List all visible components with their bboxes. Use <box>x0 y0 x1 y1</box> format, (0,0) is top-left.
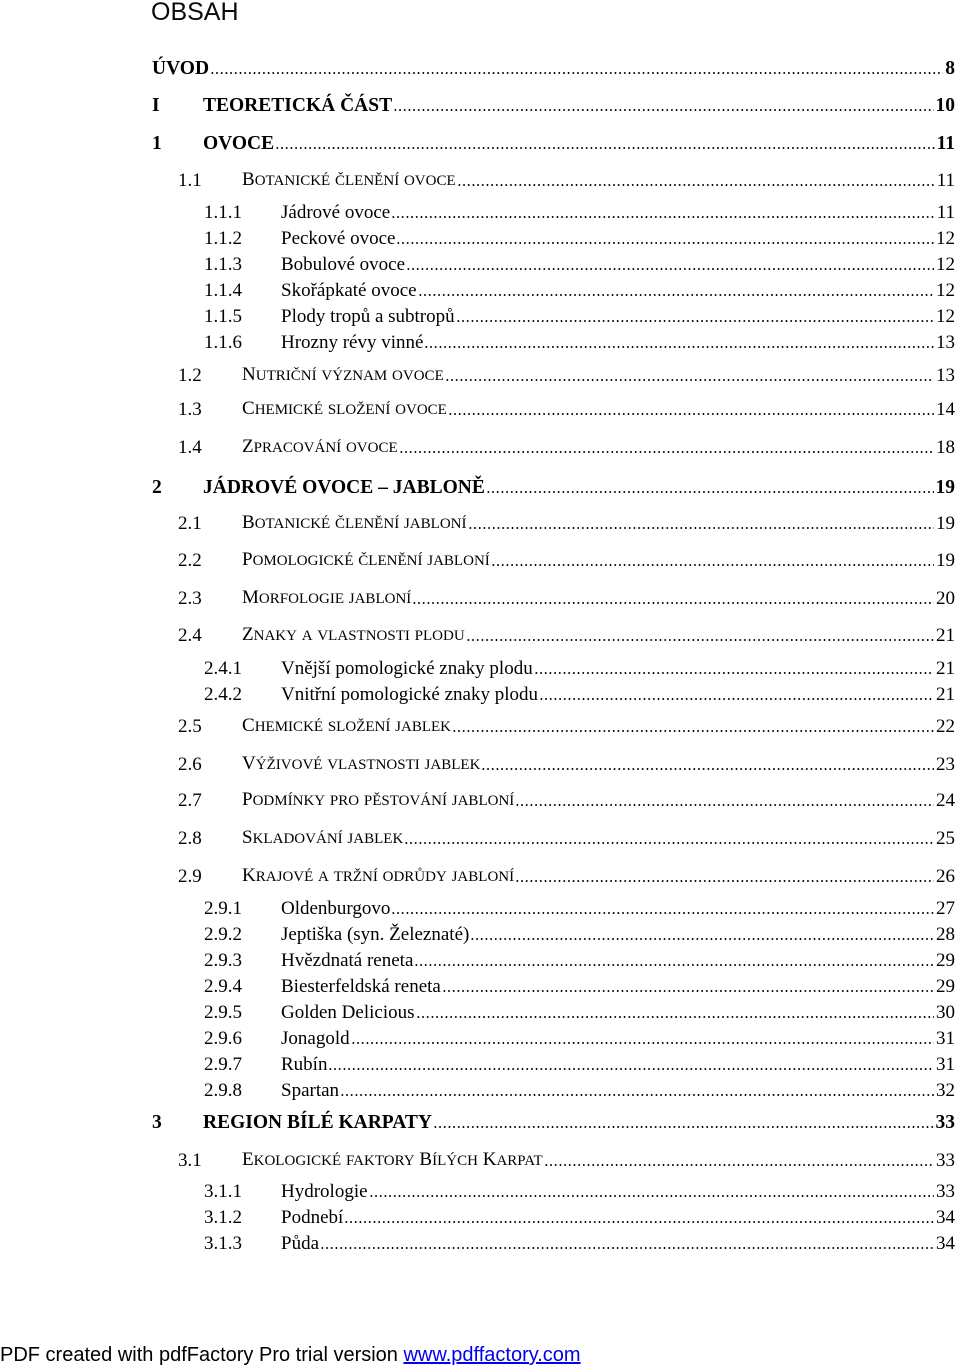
toc-entry-number: 2.9.5 <box>204 1002 242 1023</box>
toc-dot-leader <box>539 697 934 701</box>
toc-entry-page: 21 <box>936 625 955 646</box>
toc-entry[interactable] <box>204 276 956 302</box>
toc-dot-leader <box>412 601 934 605</box>
toc-entry[interactable] <box>204 1050 956 1076</box>
toc-entry-title: Jádrové ovoce <box>281 202 391 223</box>
toc-entry[interactable] <box>204 920 956 946</box>
toc-entry-page: 12 <box>936 280 955 301</box>
toc-entry[interactable] <box>204 328 956 354</box>
toc-entry-page: 32 <box>936 1080 955 1101</box>
toc-dot-leader <box>391 911 934 915</box>
toc-entry-title: Vnitřní pomologické znaky plodu <box>281 684 538 705</box>
toc-entry-number: 3.1.1 <box>204 1181 242 1202</box>
toc-entry-number: 1.1.1 <box>204 202 242 223</box>
toc-dot-leader <box>406 267 934 271</box>
toc-entry-page: 31 <box>936 1054 955 1075</box>
toc-entry-number: 3.1 <box>178 1150 202 1171</box>
toc-entry-title: Rubín <box>281 1054 328 1075</box>
toc-entry-number: 1.4 <box>178 437 202 458</box>
toc-entry-title: Peckové ovoce <box>281 228 396 249</box>
toc-dot-leader <box>491 563 934 567</box>
toc-entry-page: 19 <box>936 550 955 571</box>
toc-entry[interactable] <box>178 786 956 812</box>
toc-entry-number: 2.8 <box>178 828 202 849</box>
toc-dot-leader <box>393 108 933 112</box>
toc-entry[interactable] <box>204 894 956 920</box>
toc-entry-page: 8 <box>945 58 955 79</box>
toc-entry-title: REGION BÍLÉ KARPATY <box>203 1112 432 1133</box>
toc-entry-title: OVOCE <box>203 133 275 154</box>
toc-entry-title: POMOLOGICKÉ ČLENĚNÍ JABLONÍ <box>242 549 490 570</box>
toc-entry-page: 18 <box>936 437 955 458</box>
toc-entry-page: 29 <box>936 976 955 997</box>
toc-entry-page: 21 <box>936 658 955 679</box>
toc-entry-page: 19 <box>936 513 955 534</box>
toc-entry[interactable] <box>178 395 956 421</box>
toc-entry-number: 2.9.3 <box>204 950 242 971</box>
toc-dot-leader <box>448 412 934 416</box>
toc-dot-leader <box>351 1041 934 1045</box>
toc-dot-leader <box>404 841 934 845</box>
toc-entry[interactable] <box>152 473 956 499</box>
toc-entry-page: 23 <box>936 754 955 775</box>
toc-entry[interactable] <box>204 302 956 328</box>
toc-dot-leader <box>396 241 934 245</box>
toc-entry[interactable] <box>178 712 956 738</box>
toc-entry-number: 2.6 <box>178 754 202 775</box>
toc-dot-leader <box>275 146 934 150</box>
toc-entry-title: JÁDROVÉ OVOCE – JABLONĚ <box>203 477 485 498</box>
toc-dot-leader <box>534 671 934 675</box>
toc-entry-page: 33 <box>936 1181 955 1202</box>
toc-dot-leader <box>481 767 934 771</box>
toc-entry[interactable] <box>178 584 956 610</box>
toc-entry-page: 33 <box>936 1150 955 1171</box>
toc-entry-title: Skořápkaté ovoce <box>281 280 417 301</box>
toc-entry-page: 26 <box>936 866 955 887</box>
toc-entry-number: 2.4.1 <box>204 658 242 679</box>
toc-dot-leader <box>424 345 934 349</box>
toc-entry-title: Jeptiška (syn. Železnaté) <box>281 924 470 945</box>
toc-entry-number: 1.2 <box>178 365 202 386</box>
toc-entry-page: 13 <box>936 365 955 386</box>
toc-entry-page: 10 <box>935 95 955 116</box>
toc-dot-leader <box>515 803 934 807</box>
toc-entry[interactable] <box>152 1108 956 1134</box>
toc-entry-page: 34 <box>936 1207 955 1228</box>
toc-entry-number: 1.1.5 <box>204 306 242 327</box>
toc-entry-number: 2.9.1 <box>204 898 242 919</box>
toc-entry-number: 2.2 <box>178 550 202 571</box>
toc-dot-leader <box>457 183 935 187</box>
toc-dot-leader <box>468 526 935 530</box>
toc-entry[interactable] <box>178 862 956 888</box>
toc-entry-number: 2 <box>152 477 162 498</box>
toc-entry-number: 2.9.4 <box>204 976 242 997</box>
toc-dot-leader <box>433 1125 934 1129</box>
toc-entry-title: Bobulové ovoce <box>281 254 406 275</box>
page-title: OBSAH <box>151 0 239 26</box>
toc-entry[interactable] <box>178 1146 956 1172</box>
toc-entry-page: 14 <box>936 399 955 420</box>
toc-entry-number: 1.3 <box>178 399 202 420</box>
toc-dot-leader <box>515 879 934 883</box>
toc-entry-page: 11 <box>936 202 955 223</box>
toc-entry[interactable] <box>178 433 956 459</box>
toc-dot-leader <box>369 1194 934 1198</box>
toc-entry[interactable] <box>152 54 956 80</box>
toc-dot-leader <box>344 1220 934 1224</box>
toc-entry[interactable] <box>204 654 956 680</box>
toc-entry[interactable] <box>178 621 956 647</box>
toc-dot-leader <box>456 319 934 323</box>
toc-entry-title: CHEMICKÉ SLOŽENÍ JABLEK <box>242 715 452 736</box>
toc-entry-page: 28 <box>936 924 955 945</box>
toc-dot-leader <box>418 293 934 297</box>
toc-entry-number: 2.4 <box>178 625 202 646</box>
toc-entry-page: 29 <box>936 950 955 971</box>
toc-entry-number: 3.1.3 <box>204 1233 242 1254</box>
toc-entry-number: 1.1.3 <box>204 254 242 275</box>
toc-entry-page: 22 <box>936 716 955 737</box>
toc-entry[interactable] <box>178 750 956 776</box>
toc-dot-leader <box>466 638 934 642</box>
toc-entry-title: TEORETICKÁ ČÁST <box>203 95 393 116</box>
toc-dot-leader <box>544 1163 934 1167</box>
toc-dot-leader <box>414 963 934 967</box>
toc-entry-number: 2.9.6 <box>204 1028 242 1049</box>
toc-entry-page: 27 <box>936 898 955 919</box>
toc-dot-leader <box>486 490 934 494</box>
toc-entry[interactable] <box>178 361 956 387</box>
toc-entry-number: 1.1 <box>178 170 202 191</box>
toc-entry[interactable] <box>204 1229 956 1255</box>
toc-entry-page: 33 <box>935 1112 955 1133</box>
toc-dot-leader <box>416 1015 934 1019</box>
toc-entry-page: 30 <box>936 1002 955 1023</box>
toc-entry-number: 2.9.8 <box>204 1080 242 1101</box>
toc-entry-number: 1.1.2 <box>204 228 242 249</box>
toc-entry-number: 1.1.4 <box>204 280 242 301</box>
toc-entry-number: I <box>152 95 160 116</box>
toc-entry-title: Půda <box>281 1233 319 1254</box>
toc-dot-leader <box>340 1093 934 1097</box>
toc-entry-number: 1.1.6 <box>204 332 242 353</box>
toc-entry-title: BOTANICKÉ ČLENĚNÍ OVOCE <box>242 169 456 190</box>
toc-entry-title: Spartan <box>281 1080 340 1101</box>
toc-dot-leader <box>320 1246 934 1250</box>
toc-entry[interactable] <box>204 250 956 276</box>
toc-entry[interactable] <box>178 509 956 535</box>
toc-entry-title: NUTRIČNÍ VÝZNAM OVOCE <box>242 364 444 385</box>
toc-entry-title: ZNAKY A VLASTNOSTI PLODU <box>242 624 465 645</box>
toc-entry[interactable] <box>152 129 956 155</box>
toc-entry-title: Jonagold <box>281 1028 350 1049</box>
toc-dot-leader <box>470 937 934 941</box>
toc-entry-number: 2.9.2 <box>204 924 242 945</box>
toc-entry-title: BOTANICKÉ ČLENĚNÍ JABLONÍ <box>242 512 467 533</box>
toc-entry-title: MORFOLOGIE JABLONÍ <box>242 587 412 608</box>
toc-dot-leader <box>210 71 943 75</box>
toc-entry[interactable] <box>178 824 956 850</box>
toc-entry-title: ÚVOD <box>152 58 210 79</box>
toc-entry[interactable] <box>204 998 956 1024</box>
toc-entry-number: 2.7 <box>178 790 202 811</box>
toc-entry-page: 11 <box>936 133 955 154</box>
toc-entry-page: 12 <box>936 228 955 249</box>
toc-dot-leader <box>445 378 934 382</box>
toc-entry-title: EKOLOGICKÉ FAKTORY BÍLÝCH KARPAT <box>242 1149 543 1170</box>
toc-entry-number: 2.4.2 <box>204 684 242 705</box>
toc-dot-leader <box>442 989 934 993</box>
toc-entry-title: Biesterfeldská reneta <box>281 976 441 997</box>
toc-entry-title: VÝŽIVOVÉ VLASTNOSTI JABLEK <box>242 753 481 774</box>
toc-entry-title: Podnebí <box>281 1207 344 1228</box>
toc-entry-title: PODMÍNKY PRO PĚSTOVÁNÍ JABLONÍ <box>242 789 515 810</box>
toc-dot-leader <box>452 729 934 733</box>
toc-entry-title: CHEMICKÉ SLOŽENÍ OVOCE <box>242 398 447 419</box>
toc-entry-number: 2.3 <box>178 588 202 609</box>
toc-entry[interactable] <box>204 946 956 972</box>
toc-entry-number: 3.1.2 <box>204 1207 242 1228</box>
toc-entry[interactable] <box>204 972 956 998</box>
toc-entry[interactable] <box>178 546 956 572</box>
toc-dot-leader <box>391 215 934 219</box>
footer-text: PDF created with pdfFactory Pro trial version <box>0 1344 404 1366</box>
pdf-footer <box>0 1343 581 1367</box>
toc-entry-title: Hrozny révy vinné <box>281 332 424 353</box>
toc-entry-number: 2.9 <box>178 866 202 887</box>
toc-entry-number: 2.5 <box>178 716 202 737</box>
toc-entry-page: 13 <box>936 332 955 353</box>
toc-entry-page: 12 <box>936 254 955 275</box>
toc-entry-title: Hydrologie <box>281 1181 368 1202</box>
toc-entry-page: 21 <box>936 684 955 705</box>
toc-entry-title: Golden Delicious <box>281 1002 415 1023</box>
toc-entry[interactable] <box>204 198 956 224</box>
toc-entry[interactable] <box>204 1024 956 1050</box>
toc-entry-number: 3 <box>152 1112 162 1133</box>
toc-entry-title: SKLADOVÁNÍ JABLEK <box>242 827 404 848</box>
toc-entry-page: 20 <box>936 588 955 609</box>
toc-entry-number: 1 <box>152 133 162 154</box>
toc-entry[interactable] <box>178 166 956 192</box>
toc-entry-page: 34 <box>936 1233 955 1254</box>
toc-entry-number: 2.1 <box>178 513 202 534</box>
toc-entry[interactable] <box>204 1076 956 1102</box>
toc-entry[interactable] <box>204 1177 956 1203</box>
toc-entry[interactable] <box>204 224 956 250</box>
toc-entry-title: Plody tropů a subtropů <box>281 306 455 327</box>
toc-entry-page: 12 <box>936 306 955 327</box>
toc-entry-page: 19 <box>935 477 955 498</box>
footer-link[interactable]: www.pdffactory.com <box>403 1344 581 1366</box>
toc-entry-number: 2.9.7 <box>204 1054 242 1075</box>
toc-entry[interactable] <box>204 680 956 706</box>
toc-entry-page: 11 <box>936 170 955 191</box>
toc-entry-title: KRAJOVÉ A TRŽNÍ ODRŮDY JABLONÍ <box>242 865 515 886</box>
toc-entry[interactable] <box>204 1203 956 1229</box>
toc-entry-title: Hvězdnatá reneta <box>281 950 414 971</box>
toc-entry[interactable] <box>152 91 956 117</box>
toc-entry-page: 24 <box>936 790 955 811</box>
toc-entry-page: 25 <box>936 828 955 849</box>
toc-entry-title: Vnější pomologické znaky plodu <box>281 658 533 679</box>
toc-dot-leader <box>328 1067 934 1071</box>
toc-entry-title: Oldenburgovo <box>281 898 391 919</box>
toc-entry-page: 31 <box>936 1028 955 1049</box>
toc-entry-title: ZPRACOVÁNÍ OVOCE <box>242 436 398 457</box>
toc-dot-leader <box>399 450 934 454</box>
